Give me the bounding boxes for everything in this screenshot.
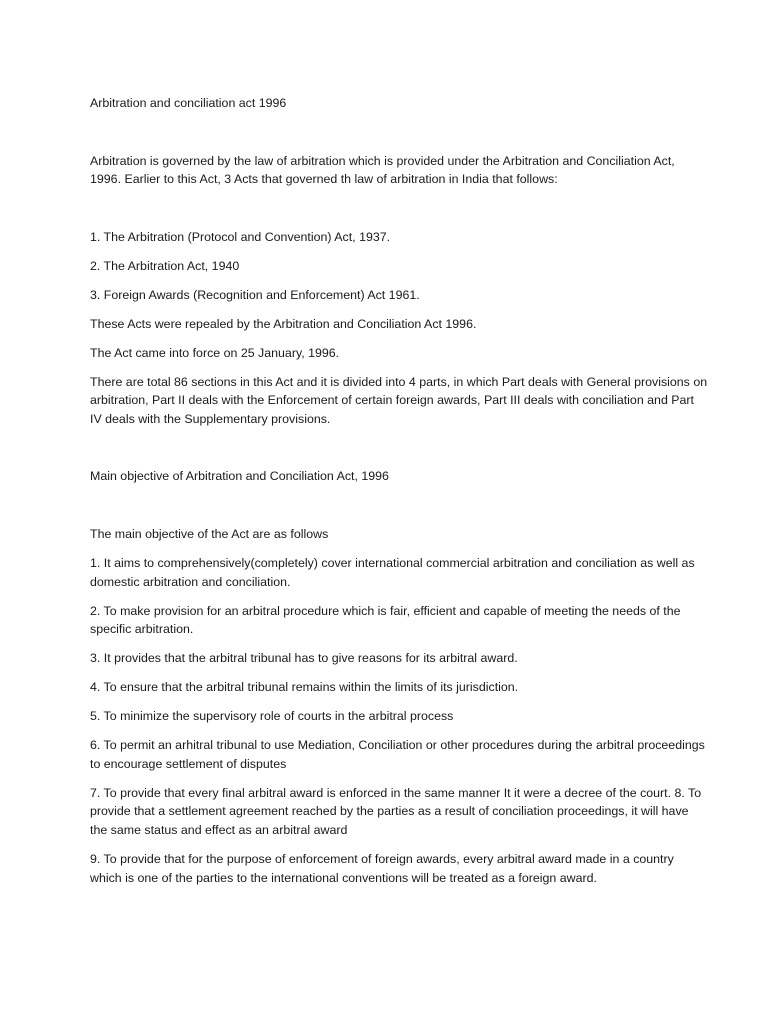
- objective-heading: Main objective of Arbitration and Conciliation Act, 1996: [90, 469, 389, 484]
- objective-item: 4. To ensure that the arbitral tribunal remains within the limits of its jurisdiction.: [90, 680, 519, 695]
- in-force-paragraph: The Act came into force on 25 January, 1996.: [90, 345, 340, 360]
- earlier-act-item: 1. The Arbitration (Protocol and Convention) Act, 1937.: [90, 229, 391, 244]
- objective-item: 1. It aims to comprehensively(completely) cover international commercial arbitration and conciliation as well as domestic arbitration and conciliation.: [90, 556, 695, 589]
- objective-item: 9. To provide that for the purpose of enforcement of foreign awards, every arbitral award made in a country which is one of the parties to the international conventions will be treated as a foreign award.: [90, 851, 674, 885]
- objective-item: 2. To make provision for an arbitral procedure which is fair, efficient and capable of meeting the needs of the specific arbitration.: [90, 603, 681, 637]
- objective-item: 5. To minimize the supervisory role of courts in the arbitral process: [90, 709, 454, 724]
- earlier-act-item: 3. Foreign Awards (Recognition and Enforcement) Act 1961.: [90, 287, 420, 302]
- repealed-paragraph: These Acts were repealed by the Arbitration and Conciliation Act 1996.: [90, 316, 477, 331]
- structure-paragraph: There are total 86 sections in this Act and it is divided into 4 parts, in which Part deals with General provisions on arbitration, Part II deals with the Enforcement of certain foreign awards, Part III deals with conciliation and Part IV deals with the Supplementary provisions.: [90, 374, 708, 426]
- objective-item: 7. To provide that every final arbitral award is enforced in the same manner It it were a decree of the court. 8. To provide that a settlement agreement reached by the parties as a result of conciliation proceedings, it will have the same status and effect as an arbitral award: [90, 785, 702, 837]
- objective-item: 6. To permit an arhitral tribunal to use Mediation, Conciliation or other procedures during the arbitral proceedings to encourage settlement of disputes: [90, 738, 705, 771]
- intro-paragraph: Arbitration is governed by the law of arbitration which is provided under the Arbitration and Conciliation Act, 1996. Earlier to this Act, 3 Acts that governed th law of arbitration in India that follows:: [90, 153, 675, 187]
- earlier-act-item: 2. The Arbitration Act, 1940: [90, 258, 240, 273]
- objective-item: 3. It provides that the arbitral tribunal has to give reasons for its arbitral award.: [90, 651, 518, 666]
- document-title: Arbitration and conciliation act 1996: [90, 96, 287, 110]
- objective-intro: The main objective of the Act are as follows: [90, 527, 329, 542]
